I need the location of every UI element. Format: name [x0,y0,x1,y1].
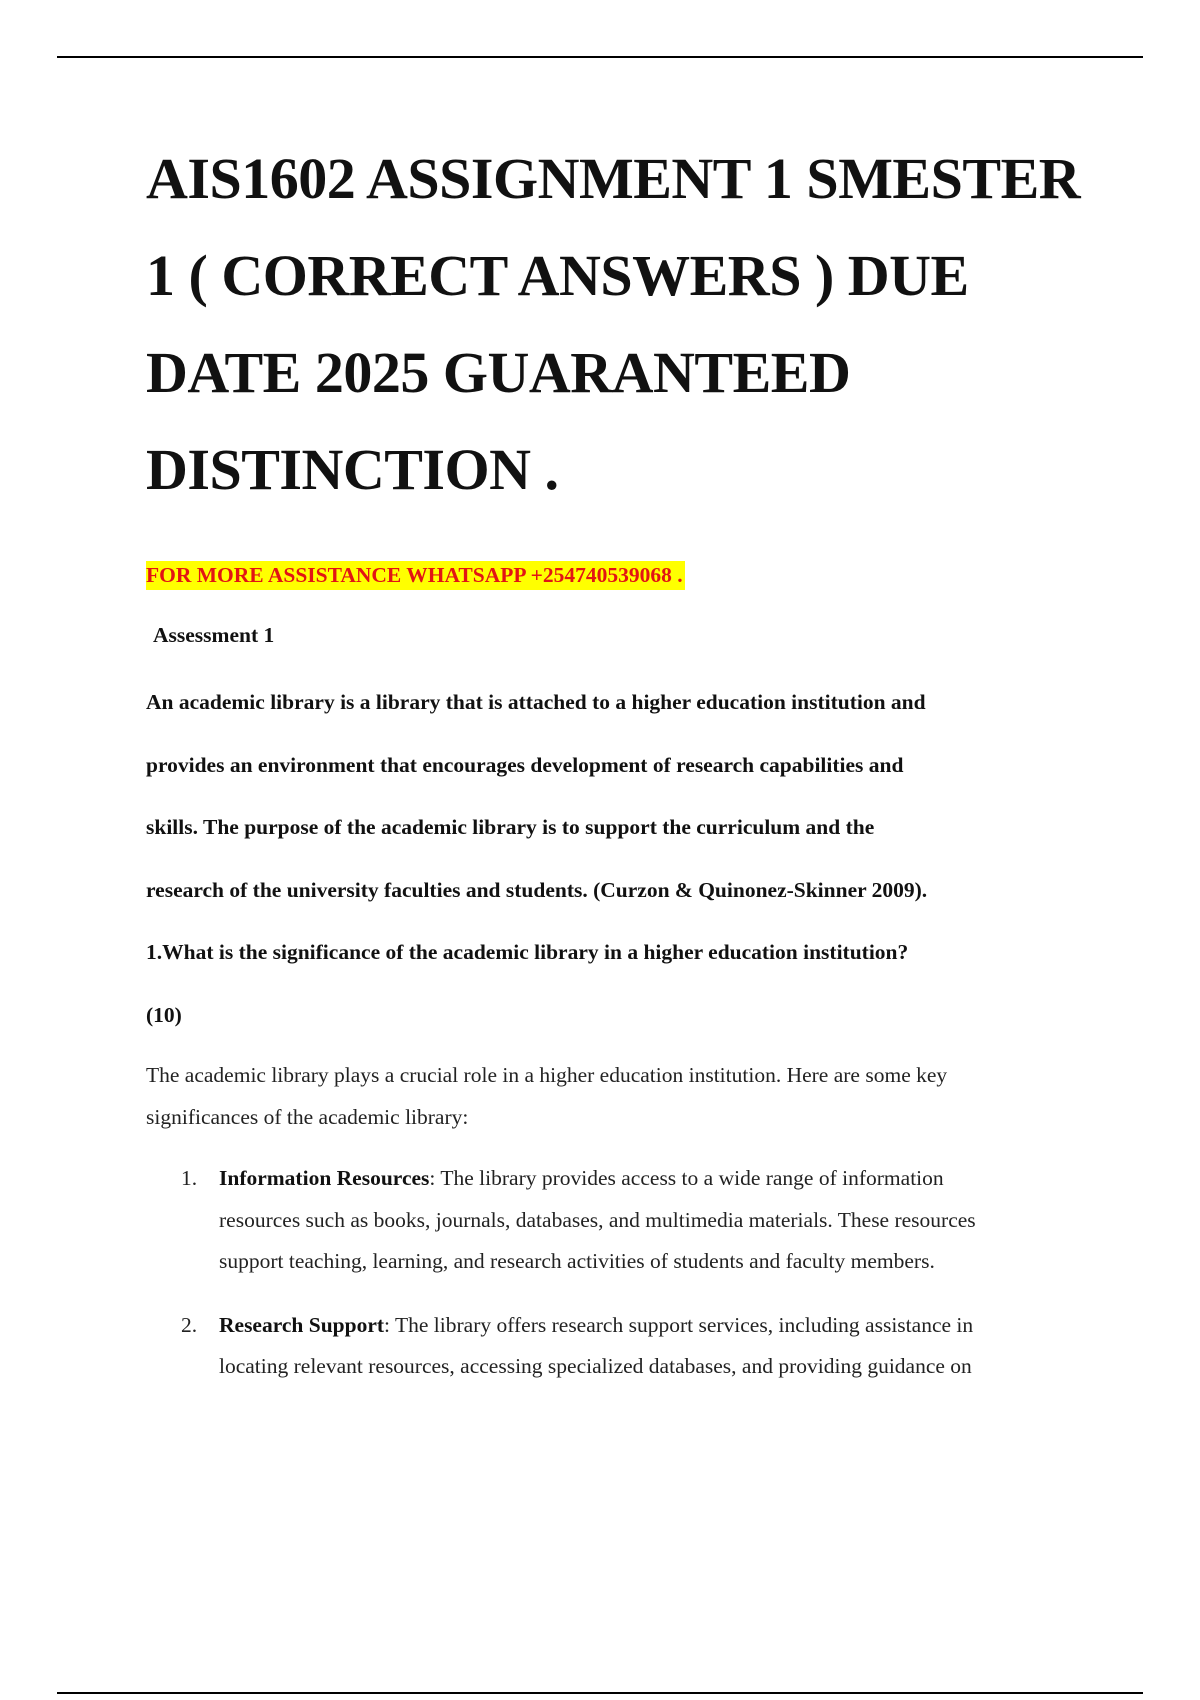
document-body [146,130,1086,1410]
list-number: 1. [181,1166,198,1190]
paragraph-line: skills. The purpose of the academic library is to support the curriculum and the [146,815,875,839]
title-line: DISTINCTION . [146,437,559,502]
list-text: : The library offers research support services, including assistance in [384,1312,974,1337]
list-term: Research Support [219,1312,385,1337]
significance-list [146,1158,1086,1388]
title-line: 1 ( CORRECT ANSWERS ) DUE [146,243,969,308]
intro-bold-paragraph [146,671,1086,921]
paragraph-line: provides an environment that encourages development of research capabilities and [146,752,904,777]
paragraph-line: An academic library is a library that is attached to a higher education institution and [146,690,926,714]
paragraph-line: research of the university faculties and students. (Curzon & Quinonez-Skinner 2009). [146,877,928,902]
document-title [146,130,1086,518]
list-text: : The library provides access to a wide range of information [429,1166,944,1190]
assessment-heading: Assessment 1 [153,623,275,647]
bottom-rule [57,1692,1143,1694]
list-text: support teaching, learning, and research activities of students and faculty members. [219,1249,935,1273]
question-text: 1.What is the significance of the academic library in a higher education institution? [146,940,909,964]
question-marks: (10) [146,1002,182,1027]
list-term: Information Resources [219,1166,430,1190]
intro-line: significances of the academic library: [146,1105,469,1129]
list-number: 2. [181,1312,198,1337]
promo-banner [146,560,1086,590]
list-item [146,1158,1086,1283]
list-item [146,1305,1086,1388]
list-text: locating relevant resources, accessing specialized databases, and providing guidance on [219,1354,972,1378]
title-line: DATE 2025 GUARANTEED [146,340,851,405]
title-line: AIS1602 ASSIGNMENT 1 SMESTER [146,146,1081,211]
answer-intro [146,1054,1086,1138]
intro-line: The academic library plays a crucial role in a higher education institution. Here are some key [146,1063,948,1087]
top-rule [57,56,1143,58]
promo-text: FOR MORE ASSISTANCE WHATSAPP +254740539068 . [146,561,685,590]
question [146,921,1086,1046]
list-text: resources such as books, journals, databases, and multimedia materials. These resources [219,1207,976,1232]
